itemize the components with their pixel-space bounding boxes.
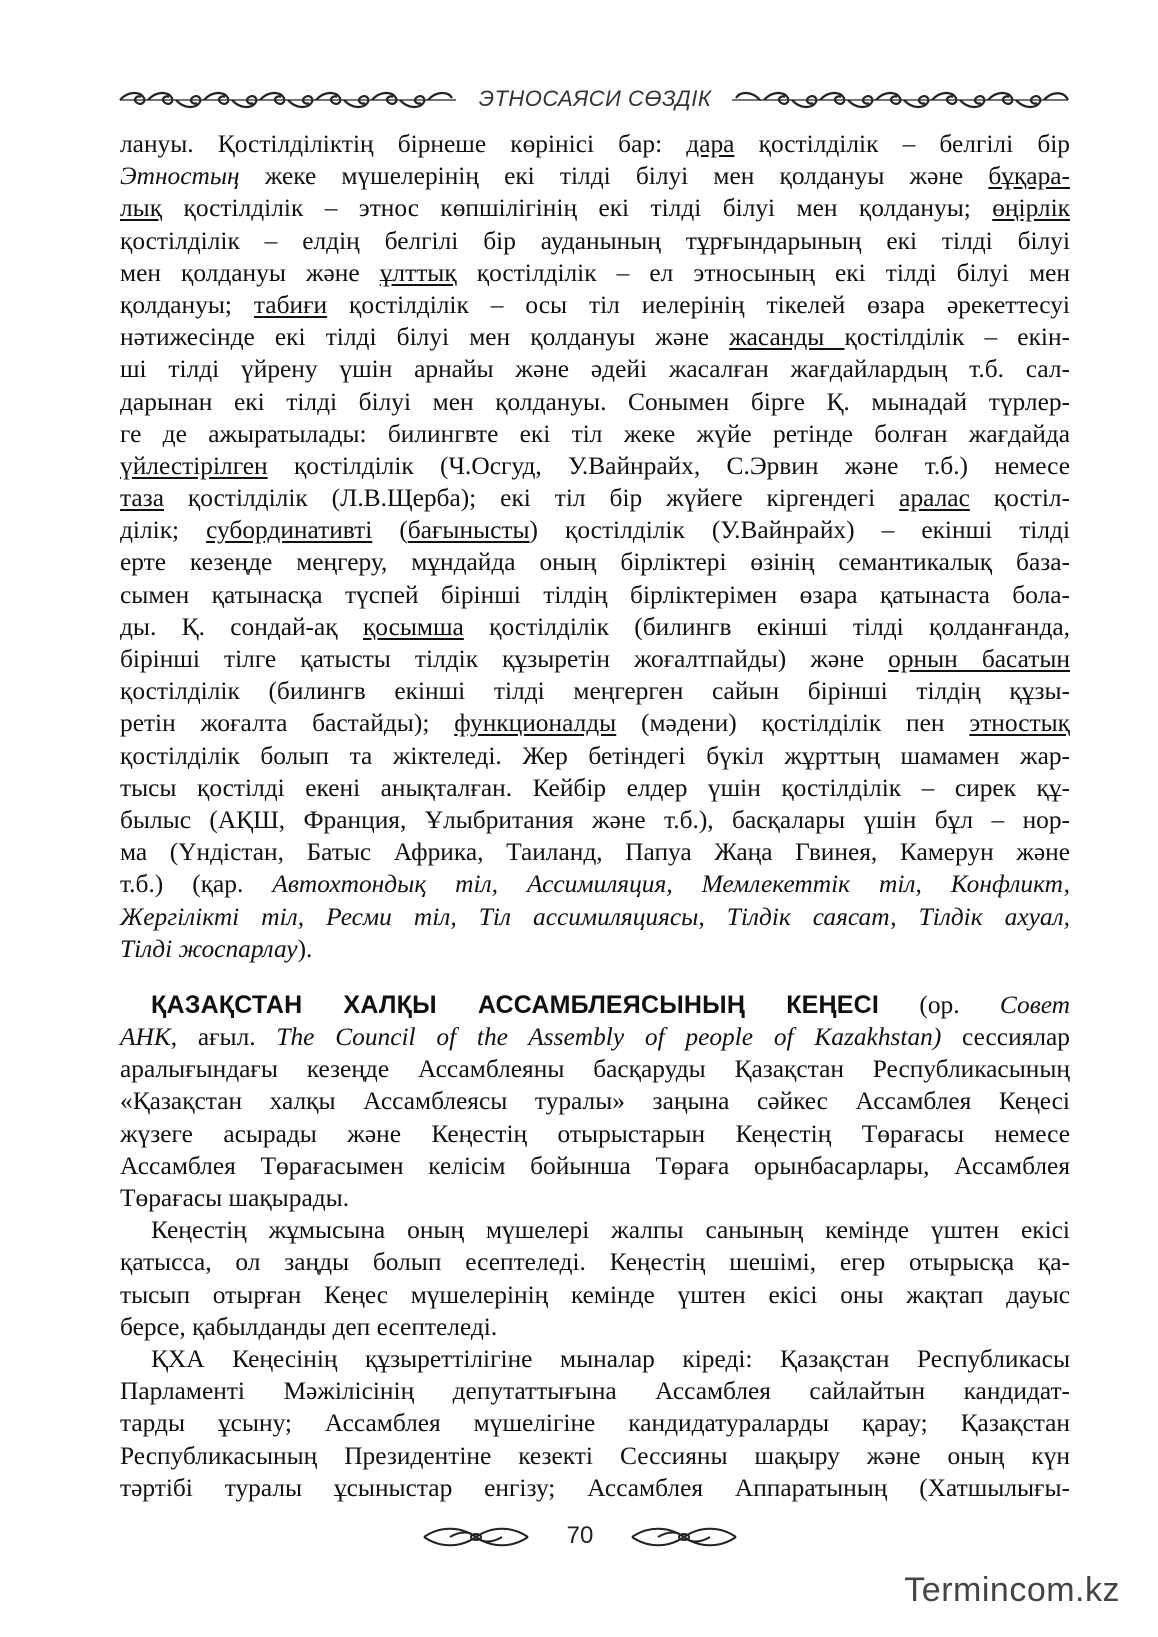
underlined-term: бағынысты xyxy=(407,516,530,545)
text-line xyxy=(120,1407,1070,1439)
text-line xyxy=(120,772,1070,804)
underlined-term: ұлттық xyxy=(379,258,457,287)
text-line xyxy=(120,675,1070,707)
paragraph-gap xyxy=(120,965,1070,989)
entry-text xyxy=(120,128,1070,1504)
text-run: ші тілді үйрену үшін арнайы және әдейі жасалған жағдайлардың т.б. сал- xyxy=(120,355,1070,384)
text-run: (мәдени) қостілділік пен xyxy=(616,709,970,738)
text-line xyxy=(120,386,1070,418)
text-run: қостілділік – осы тіл иелерінің тікелей өзара әрекеттесуі xyxy=(327,290,1070,319)
text-line xyxy=(120,257,1070,289)
footer-right-flourish-icon xyxy=(628,1524,740,1550)
text-run: берсе, қабылданды деп есептеледі. xyxy=(120,1312,498,1341)
text-run: тысы қостілді екені анықталған. Кейбір елдер үшін қостілділік – сирек құ- xyxy=(120,773,1070,802)
text-run: нәтижесінде екі тілді білуі мен қолдануы және xyxy=(120,323,730,352)
underlined-term: орнын басатын xyxy=(888,645,1070,673)
text-run: лануы. Қостілділіктің бірнеше көрінісі бар: xyxy=(120,130,687,158)
text-line xyxy=(120,418,1070,450)
underlined-term: өңірлік xyxy=(992,194,1070,223)
text-line xyxy=(120,868,1070,900)
text-line xyxy=(120,901,1070,933)
underlined-term: субординативті xyxy=(206,516,373,545)
text-run: былыс (АҚШ, Франция, Ұлыбритания және т.б.), басқалары үшін бұл – нор- xyxy=(120,805,1070,834)
text-line xyxy=(120,643,1070,675)
text-run: қостілділік (билингв екінші тілді қолданғанда, xyxy=(463,612,1070,641)
text-run: , ағыл. xyxy=(170,1023,277,1052)
text-run: ( xyxy=(372,516,408,545)
text-run: ділік; xyxy=(120,516,207,545)
underlined-term: лық xyxy=(120,194,163,223)
page-header xyxy=(118,86,1070,120)
text-run: ретін жоғалта бастайды); xyxy=(120,709,455,738)
text-run: қостілділік – ел этносының екі тілді білуі мен xyxy=(456,258,1070,287)
text-run: аралығындағы кезеңде Ассамблеяны басқаруды Қазақстан Республикасының xyxy=(120,1055,1070,1084)
text-line xyxy=(120,989,1070,1021)
text-line xyxy=(120,740,1070,772)
text-run: Төрағасы шақырады. xyxy=(120,1184,350,1212)
text-line xyxy=(120,1375,1070,1407)
italic-reference: Тілді жоспарлау xyxy=(120,934,298,963)
text-line xyxy=(120,1085,1070,1117)
text-line xyxy=(120,482,1070,514)
text-run: Ассамблея Төрағасымен келісім бойынша Төраға орынбасарлары, Ассамблея xyxy=(120,1151,1070,1180)
text-line xyxy=(120,804,1070,836)
text-run: «Қазақстан халқы Ассамблеясы туралы» заңына сәйкес Ассамблея Кеңесі xyxy=(120,1087,1070,1116)
underlined-term: табиғи xyxy=(253,290,328,319)
page-number: 70 xyxy=(566,1522,594,1549)
text-run: жүзеге асырады және Кеңестің отырыстарын Кеңестің Төрағасы немесе xyxy=(120,1119,1070,1148)
text-run: қостілділік – белгілі бір xyxy=(734,130,1070,158)
text-run: сессиялар xyxy=(941,1023,1070,1052)
underlined-term: функционалды xyxy=(454,709,617,738)
header-left-ornament-icon xyxy=(118,89,458,111)
text-line xyxy=(120,707,1070,739)
text-run: ге де ажыратылады: билингвте екі тіл жеке жүйе ретінде болған жағдайда xyxy=(120,419,1070,448)
text-run: қостілділік (Л.В.Щерба); екі тіл бір жүйеге кіргендегі xyxy=(163,484,900,513)
text-line xyxy=(120,1021,1070,1053)
text-line xyxy=(120,1246,1070,1278)
text-run: сымен қатынасқа түспей бірінші тілдің бірліктерімен өзара қатынаста бола- xyxy=(120,580,1070,609)
text-line xyxy=(120,225,1070,257)
watermark-text: Termincom.kz xyxy=(904,1571,1120,1609)
text-run: қостіл- xyxy=(969,484,1070,513)
header-title: ЭТНОСАЯСИ СӨЗДІК xyxy=(478,86,712,111)
text-run: тарды ұсыну; Ассамблея мүшелігіне кандидатураларды қарау; Қазақстан xyxy=(120,1409,1070,1438)
text-line xyxy=(120,836,1070,868)
text-run: қостілділік – этнос көпшілігінің екі тілді білуі мен қолдануы; xyxy=(162,194,993,223)
text-line xyxy=(120,1279,1070,1311)
underlined-term: жасанды xyxy=(729,323,845,352)
footer-left-flourish-icon xyxy=(420,1524,532,1550)
text-line xyxy=(120,289,1070,321)
text-run: қостілділік болып та жіктеледі. Жер бетіндегі бүкіл жұрттың шамамен жар- xyxy=(120,741,1070,770)
text-run: ) қостілділік (У.Вайнрайх) – екінші тілді xyxy=(529,516,1071,545)
text-line xyxy=(120,160,1070,192)
underlined-term: бұқара- xyxy=(988,162,1070,191)
text-line xyxy=(120,1053,1070,1085)
underlined-term: қосымша xyxy=(362,612,464,641)
text-run: мен қолдануы және xyxy=(120,258,380,287)
underlined-term: аралас xyxy=(899,484,970,513)
text-line xyxy=(120,321,1070,353)
text-line xyxy=(120,611,1070,643)
text-line xyxy=(120,353,1070,385)
text-run: ерте кезеңде меңгеру, мұндайда оның бірліктері өзінің семантикалық база- xyxy=(120,548,1070,577)
text-line xyxy=(120,1440,1070,1472)
underlined-term: дара xyxy=(686,130,735,158)
text-line xyxy=(120,1311,1070,1343)
text-line xyxy=(120,514,1070,546)
header-right-ornament-icon xyxy=(730,89,1070,111)
page-footer xyxy=(420,1518,740,1558)
text-line xyxy=(120,1150,1070,1182)
underlined-term: этностық xyxy=(969,709,1070,738)
text-run: ды. Қ. сондай-ақ xyxy=(120,612,363,641)
text-run: Парламенті Мәжілісінің депутаттығына Ассамблея сайлайтын кандидат- xyxy=(120,1377,1070,1406)
text-line xyxy=(120,192,1070,224)
text-run: ҚХА Кеңесінің құзыреттілігіне мыналар кіреді: Қазақстан Республикасы xyxy=(151,1344,1070,1373)
text-run: бірінші тілге қатысты тілдік құзыретін жоғалтпайды) және xyxy=(120,645,889,673)
text-run: ). xyxy=(297,934,313,963)
text-run: дарынан екі тілді білуі мен қолдануы. Сонымен бірге Қ. мынадай түрлер- xyxy=(120,387,1070,416)
text-run: қатысса, ол заңды болып есептеледі. Кеңестің шешімі, егер отырысқа қа- xyxy=(120,1248,1070,1277)
text-line xyxy=(120,933,1070,965)
text-line xyxy=(120,1472,1070,1504)
text-run: жеке мүшелерінің екі тілді білуі мен қолдануы және xyxy=(239,162,989,191)
text-run: Республикасының Президентіне кезекті Сессияны шақыру және оның күн xyxy=(120,1441,1070,1470)
text-line xyxy=(120,450,1070,482)
text-run: қолдануы; xyxy=(120,290,254,319)
italic-reference: Автохтондық тіл, Ассимиляция, Мемлекеттік тіл, Конфликт, xyxy=(272,870,1070,899)
text-line xyxy=(120,579,1070,611)
text-run: тәртібі туралы ұсыныстар енгізу; Ассамблея Аппаратының (Хатшылығы- xyxy=(120,1473,1070,1502)
text-run: ма (Үндістан, Батыс Африка, Таиланд, Папуа Жаңа Гвинея, Камерун және xyxy=(120,838,1070,867)
text-line xyxy=(120,1214,1070,1246)
text-line xyxy=(120,546,1070,578)
watermark-logo[interactable] xyxy=(904,1571,1120,1615)
text-run: (ор. xyxy=(879,990,1000,1019)
text-line xyxy=(120,128,1070,160)
text-run: қостілділік (Ч.Осгуд, У.Вайнрайх, С.Эрвин және т.б.) немесе xyxy=(267,451,1070,480)
text-run: қостілділік (билингв екінші тілді меңгерген сайын бірінші тілдің құзы- xyxy=(120,677,1070,706)
text-run: қостілділік – екін- xyxy=(844,323,1070,352)
italic-reference: АНК xyxy=(120,1023,171,1052)
text-line xyxy=(120,1182,1070,1214)
text-line xyxy=(120,1118,1070,1150)
text-run: тысып отырған Кеңес мүшелерінің кемінде үштен екісі оны жақтап дауыс xyxy=(120,1280,1070,1309)
underlined-term: үйлестірілген xyxy=(120,451,268,480)
italic-reference: Совет xyxy=(999,990,1070,1019)
underlined-term: таза xyxy=(120,484,164,513)
text-run: қостілділік – елдің белгілі бір ауданының тұрғындарының екі тілді білуі xyxy=(120,226,1070,255)
text-line xyxy=(120,1343,1070,1375)
italic-reference: The Council of the Assembly of people of Kazakhstan) xyxy=(276,1023,942,1052)
text-run: т.б.) (қар. xyxy=(120,870,273,899)
entry-headword: ҚАЗАҚСТАН ХАЛҚЫ АССАМБЛЕЯСЫНЫҢ КЕҢЕСІ xyxy=(151,990,880,1019)
italic-reference: Жергілікті тіл, Ресми тіл, Тіл ассимиляциясы, Тілдік саясат, Тілдік ахуал, xyxy=(120,902,1070,931)
text-run: Кеңестің жұмысына оның мүшелері жалпы санының кемінде үштен екісі xyxy=(151,1216,1070,1245)
italic-reference: Этностың xyxy=(120,162,240,191)
